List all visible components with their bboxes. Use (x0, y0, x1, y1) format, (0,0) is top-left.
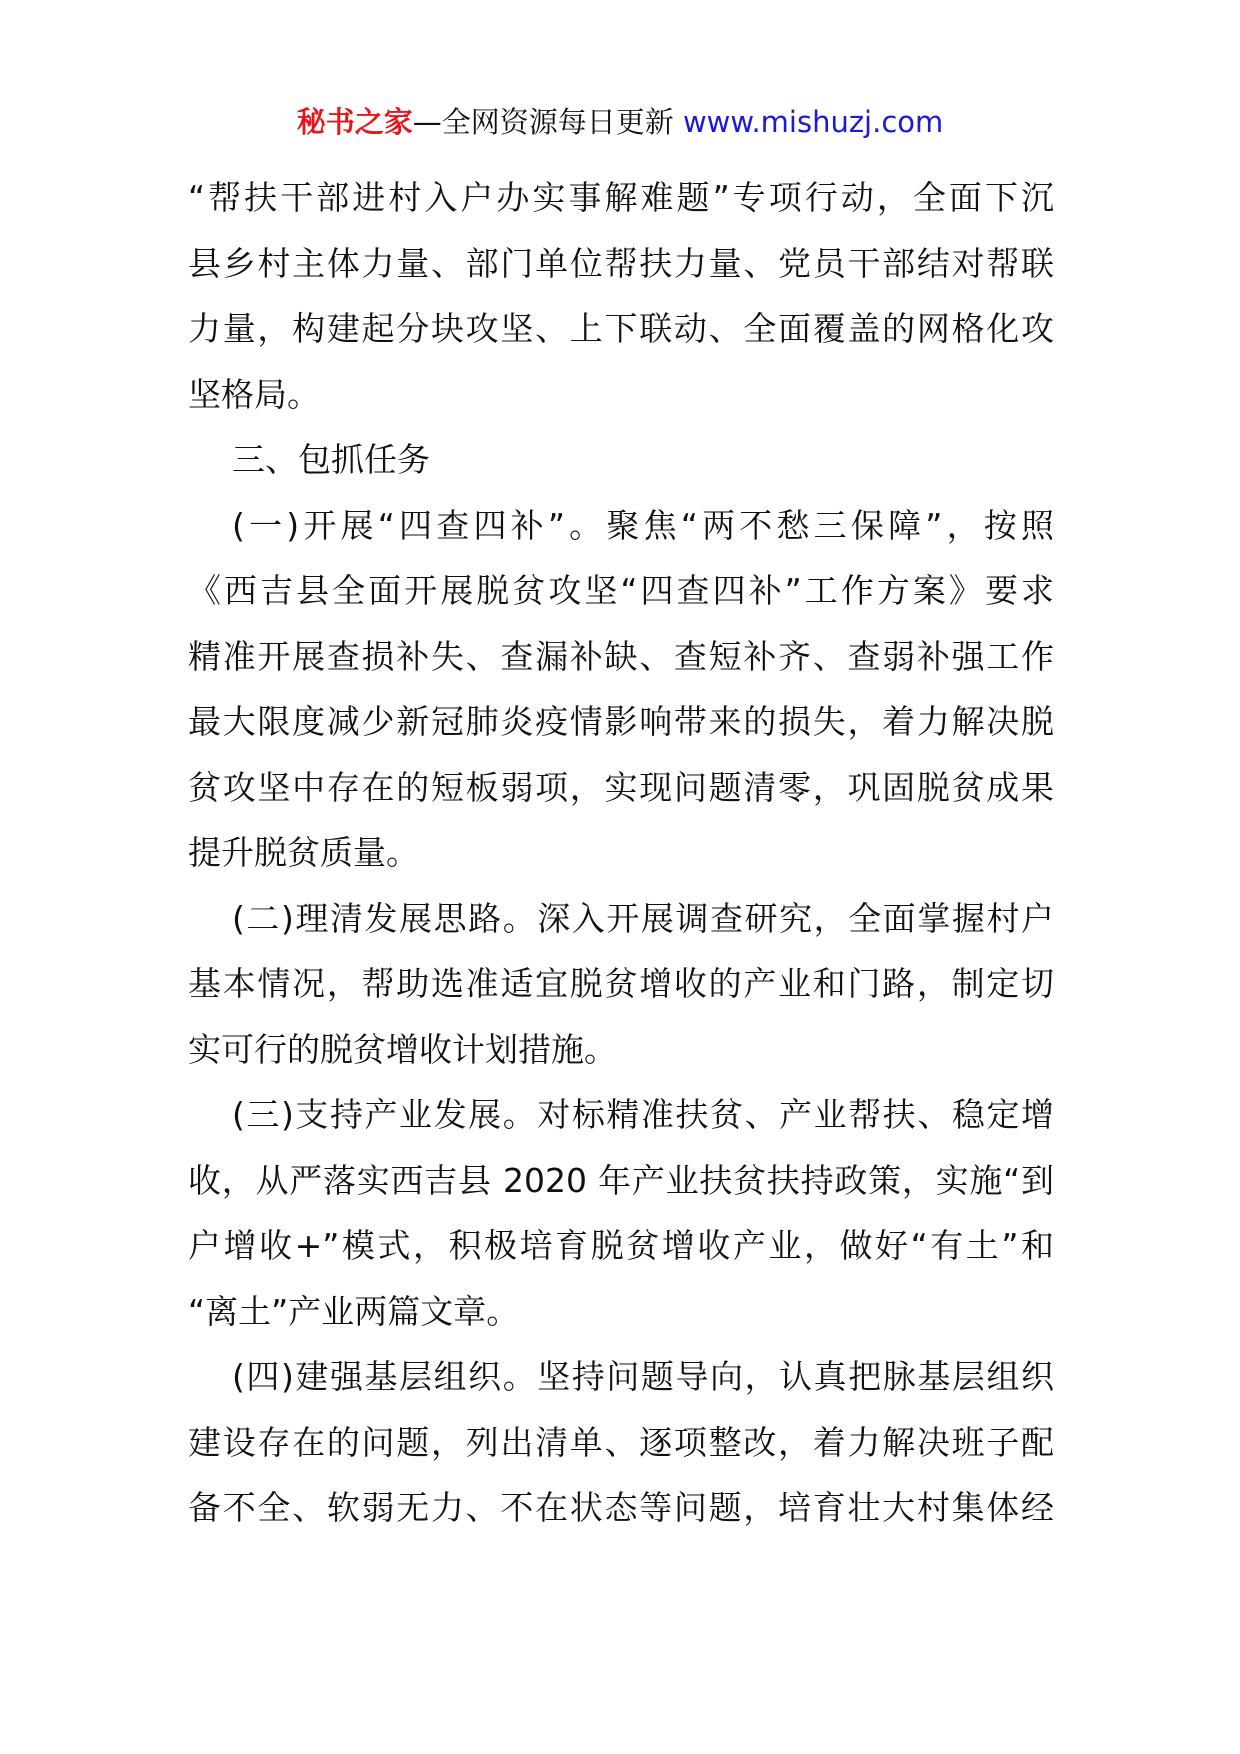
text-line: 贫攻坚中存在的短板弱项，实现问题清零，巩固脱贫成果 (188, 767, 1054, 807)
text-line: 《西吉县全面开展脱贫攻坚“四查四补”工作方案》要求 (188, 571, 1054, 610)
text-line: 最大限度减少新冠肺炎疫情影响带来的损失，着力解决脱 (188, 702, 1054, 741)
text-line: 备不全、软弱无力、不在状态等问题，培育壮大村集体经 (188, 1488, 1054, 1527)
text-line: (一)开展“四查四补”。聚焦“两不愁三保障”，按照 (232, 505, 1054, 545)
document-body (188, 165, 1054, 1541)
text-line: 建设存在的问题，列出清单、逐项整改，着力解决班子配 (188, 1422, 1054, 1462)
header-tagline: —全网资源每日更新 (412, 105, 674, 139)
text-line: “帮扶干部进村入户办实事解难题”专项行动，全面下沉 (188, 178, 1054, 217)
text-line: 力量，构建起分块攻坚、上下联动、全面覆盖的网格化攻 (188, 309, 1054, 348)
text-line: 户增收+”模式，积极培育脱贫增收产业，做好“有土”和 (188, 1226, 1054, 1265)
text-line: 坚格局。 (188, 374, 320, 414)
page-header (0, 102, 1240, 142)
text-line: 精准开展查损补失、查漏补缺、查短补齐、查弱补强工作 (188, 636, 1054, 676)
text-line: 收，从严落实西吉县 2020 年产业扶贫扶持政策，实施“到 (188, 1160, 1054, 1200)
text-line: 实可行的脱贫增收计划措施。 (188, 1029, 617, 1069)
text-line: 提升脱贫质量。 (188, 833, 419, 872)
text-line: “离土”产业两篇文章。 (188, 1291, 520, 1331)
header-url-link[interactable]: www.mishuzj.com (682, 105, 944, 139)
text-line: (四)建强基层组织。坚持问题导向，认真把脉基层组织 (232, 1357, 1054, 1396)
text-line: 三、包抓任务 (232, 440, 430, 479)
text-line: 县乡村主体力量、部门单位帮扶力量、党员干部结对帮联 (188, 243, 1054, 283)
text-line: (三)支持产业发展。对标精准扶贫、产业帮扶、稳定增 (232, 1095, 1054, 1134)
header-brand: 秘书之家 (296, 105, 413, 139)
text-line: 基本情况，帮助选准适宜脱贫增收的产业和门路，制定切 (188, 964, 1054, 1003)
text-line: (二)理清发展思路。深入开展调查研究，全面掌握村户 (232, 898, 1054, 938)
